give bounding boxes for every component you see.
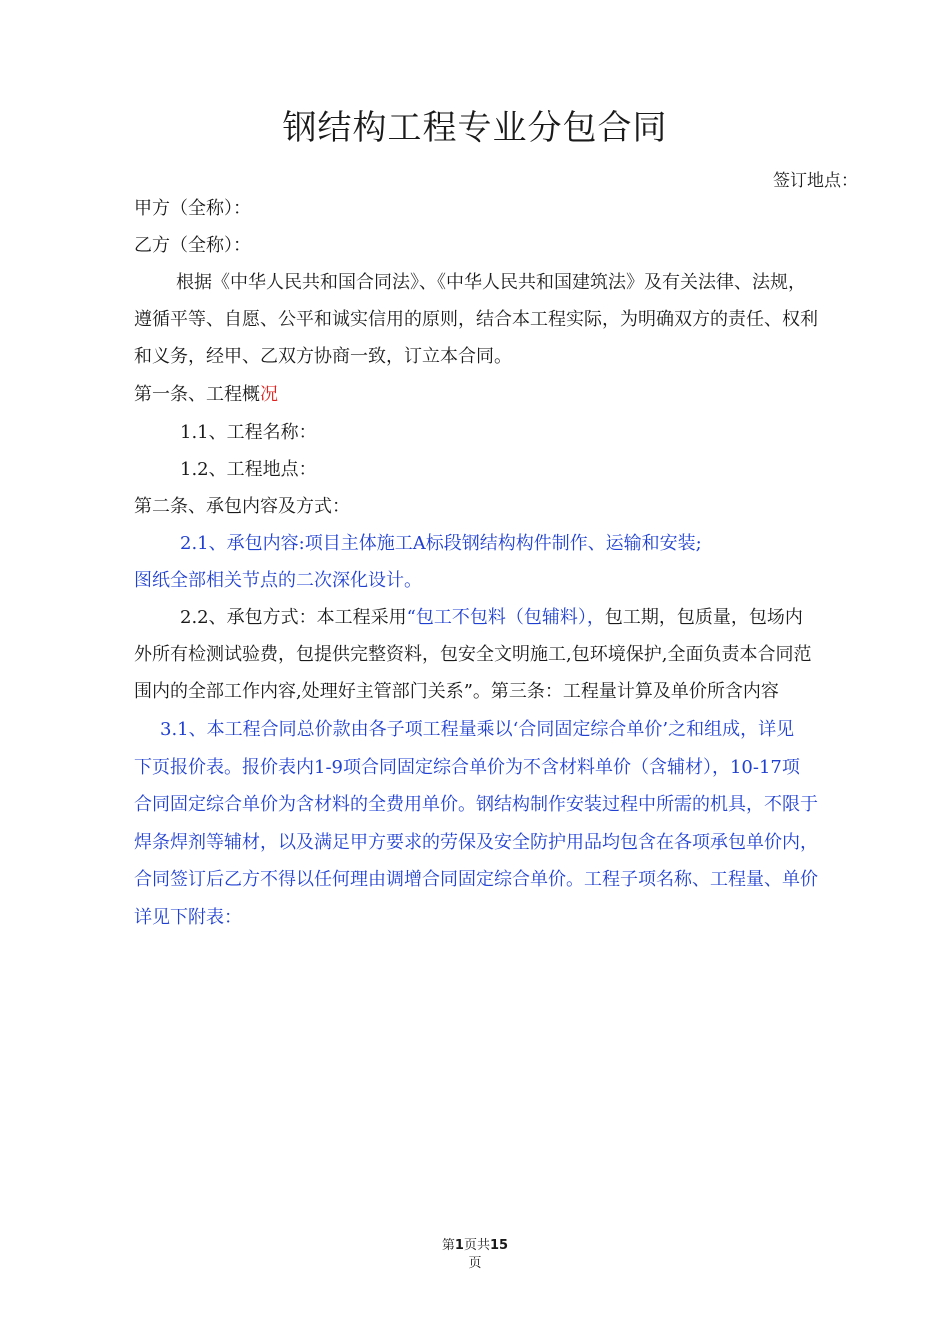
item-2-2-text-c: 包工期，包质量，包场内 xyxy=(604,607,803,628)
party-a-line: 甲方（全称）： xyxy=(134,198,251,219)
article-1-prefix: 第一条、工程概 xyxy=(134,384,260,405)
item-2-2-line-1 xyxy=(180,605,803,631)
item-3-1-line-6: 详见下附表： xyxy=(134,907,242,928)
intro-line-2: 遵循平等、自愿、公平和诚实信用的原则，结合本工程实际，为明确双方的责任、权利 xyxy=(134,309,818,330)
item-3-1-line-3: 合同固定综合单价为含材料的全费用单价。钢结构制作安装过程中所需的机具，不限于 xyxy=(134,794,818,815)
item-3-1-line-2: 下页报价表。报价表内1-9项合同固定综合单价为不含材料单价（含辅材），10-17项 xyxy=(134,757,800,778)
footer-suffix: 页 xyxy=(468,1256,482,1271)
intro-line-1: 根据《中华人民共和国合同法》、《中华人民共和国建筑法》及有关法律、法规， xyxy=(176,272,806,293)
item-2-1-line-1: 2.1、承包内容:项目主体施工A标段钢结构构件制作、运输和安装; xyxy=(180,533,702,554)
item-2-2-line-3: 围内的全部工作内容,处理好主管部门关系”。第三条：工程量计算及单价所含内容 xyxy=(134,681,779,702)
signing-place-label: 签订地点： xyxy=(773,171,858,191)
item-1-1: 1.1、工程名称： xyxy=(180,422,317,443)
footer-prefix: 第 xyxy=(441,1238,455,1253)
item-1-2: 1.2、工程地点： xyxy=(180,459,317,480)
document-title: 钢结构工程专业分包合同 xyxy=(282,108,668,148)
item-3-1-line-4: 焊条焊剂等辅材，以及满足甲方要求的劳保及安全防护用品均包含在各项承包单价内， xyxy=(134,832,818,853)
page-number-line xyxy=(0,1237,950,1255)
item-3-1-line-5: 合同签订后乙方不得以任何理由调增合同固定综合单价。工程子项名称、工程量、单价 xyxy=(134,869,818,890)
article-2-heading: 第二条、承包内容及方式： xyxy=(134,496,350,517)
item-2-2-line-2: 外所有检测试验费，包提供完整资料，包安全文明施工,包环境保护,全面负责本合同范 xyxy=(134,644,812,665)
footer-middle: 页共 xyxy=(463,1238,490,1253)
footer-page-number: 1 xyxy=(454,1238,464,1253)
item-2-2-text-a: 2.2、承包方式：本工程采用 xyxy=(180,607,407,628)
party-b-line: 乙方（全称）： xyxy=(134,235,251,256)
item-2-1-line-2: 图纸全部相关节点的二次深化设计。 xyxy=(134,570,422,591)
item-3-1-line-1: 3.1、本工程合同总价款由各子项工程量乘以‘合同固定综合单价’之和组成，详见 xyxy=(160,719,795,740)
article-1-heading xyxy=(134,382,278,408)
page-footer xyxy=(0,1237,950,1273)
footer-total-pages: 15 xyxy=(489,1238,509,1253)
article-1-suffix: 况 xyxy=(260,384,278,405)
item-2-2-text-b: “包工不包料（包辅料）， xyxy=(406,607,605,628)
intro-line-3: 和义务，经甲、乙双方协商一致，订立本合同。 xyxy=(134,346,512,367)
